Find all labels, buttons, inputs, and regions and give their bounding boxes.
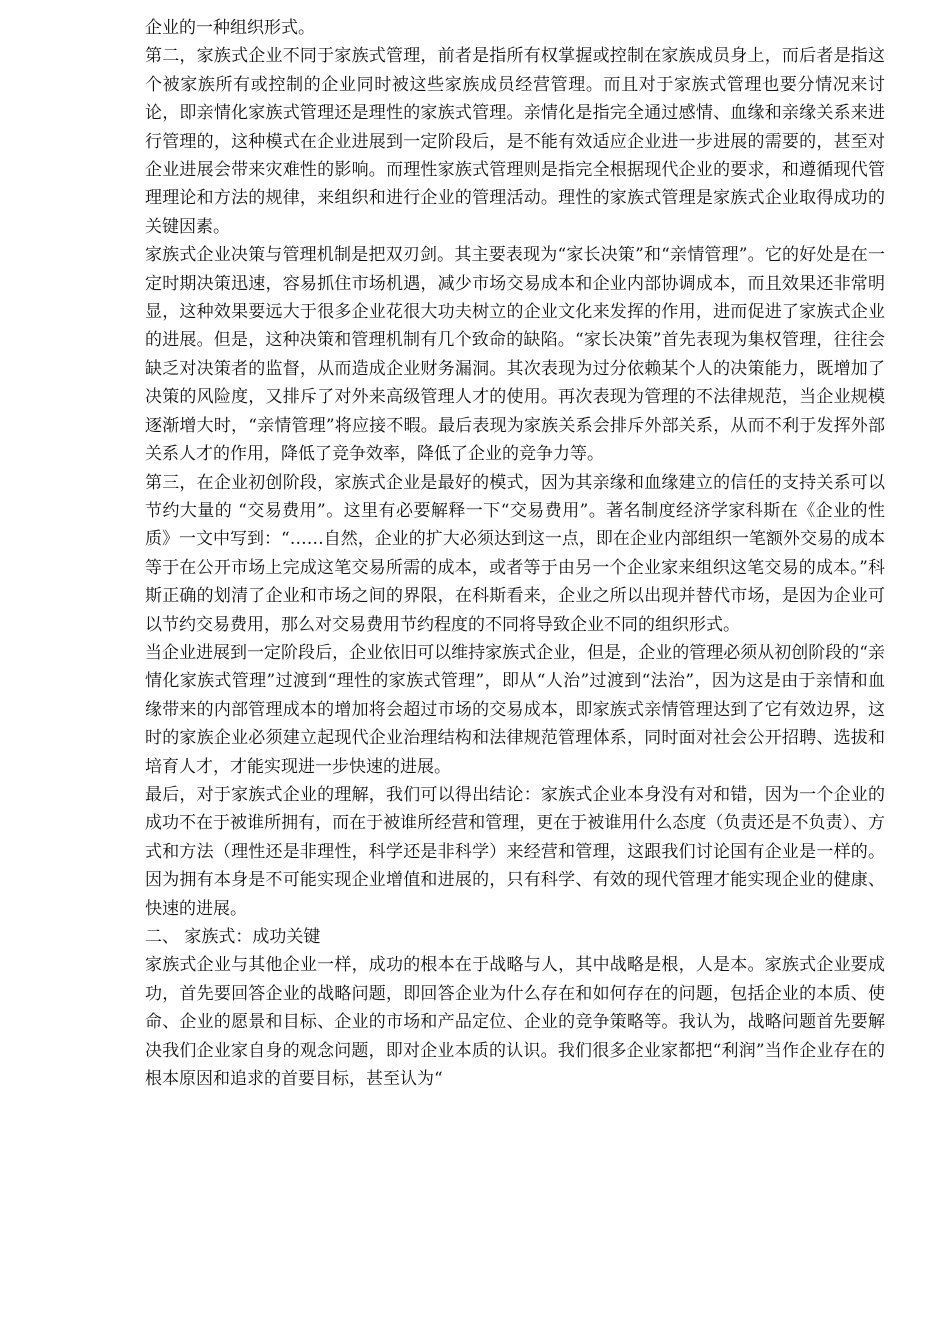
paragraph-conclusion: 最后，对于家族式企业的理解，我们可以得出结论：家族式企业本身没有对和错，因为一个企业的成功不在于被谁所拥有，而在于被谁所经营和管理，更在于被谁用什么态度（负责还是不负责）、方式和方法（理性还是非理性，科学还是非科学）来经营和管理，这跟我们讨论国有企业是一样的。因为拥有本身是不可能实现企业增值和进展的，只有科学、有效的现代管理才能实现企业的健康、快速的进展。: [145, 784, 885, 919]
paragraph-continuation: 企业的一种组织形式。: [145, 18, 315, 38]
document-body: [145, 14, 885, 1093]
paragraph-family-business-vs-management: 第二，家族式企业不同于家族式管理，前者是指所有权掌握或控制在家族成员身上，而后者是指这个被家族所有或控制的企业同时被这些家族成员经营管理。而且对于家族式管理也要分情况来讨论，即亲情化家族式管理还是理性的家族式管理。亲情化是指完全通过感情、血缘和亲缘关系来进行管理的，这种模式在企业进展到一定阶段后，是不能有效适应企业进一步进展的需要的，甚至对企业进展会带来灾难性的影响。而理性家族式管理则是指完全根据现代企业的要求，和遵循现代管理理论和方法的规律，来组织和进行企业的管理活动。理性的家族式管理是家族式企业取得成功的关键因素。: [145, 46, 885, 237]
paragraph-strategy-and-people: 家族式企业与其他企业一样，成功的根本在于战略与人，其中战略是根，人是本。家族式企业要成功，首先要回答企业的战略问题，即回答企业为什么存在和如何存在的问题，包括企业的本质、使命、企业的愿景和目标、企业的市场和产品定位、企业的竞争策略等。我认为，战略问题首先要解决我们企业家自身的观念问题，即对企业本质的认识。我们很多企业家都把“利润”当作企业存在的根本原因和追求的首要目标，甚至认为“: [145, 955, 885, 1090]
section-heading-success-key: 二、 家族式：成功关键: [145, 927, 321, 947]
paragraph-transition-to-rule-of-law: 当企业进展到一定阶段后，企业依旧可以维持家族式企业，但是，企业的管理必须从初创阶段的“亲情化家族式管理”过渡到“理性的家族式管理”，即从“人治”过渡到“法治”，因为这是由于亲情和血缘带来的内部管理成本的增加将会超过市场的交易成本，即家族式亲情管理达到了它有效边界，这时的家族企业必须建立起现代企业治理结构和法律规范管理体系，同时面对社会公开招聘、选拔和培育人才，才能实现进一步快速的进展。: [145, 642, 885, 777]
paragraph-transaction-cost: 第三，在企业初创阶段，家族式企业是最好的模式，因为其亲缘和血缘建立的信任的支持关系可以节约大量的 “交易费用”。这里有必要解释一下“交易费用”。著名制度经济学家科斯在《企业的性质》一文中写到：“……自然，企业的扩大必须达到这一点，即在企业内部组织一笔额外交易的成本等于在公开市场上完成这笔交易所需的成本，或者等于由另一个企业家来组织这笔交易的成本。”科斯正确的划清了企业和市场之间的界限，在科斯看来，企业之所以出现并替代市场，是因为企业可以节约交易费用，那么对交易费用节约程度的不同将导致企业不同的组织形式。: [145, 472, 885, 635]
paragraph-double-edged-sword: 家族式企业决策与管理机制是把双刃剑。其主要表现为“家长决策”和“亲情管理”。它的好处是在一定时期决策迅速，容易抓住市场机遇，减少市场交易成本和企业内部协调成本，而且效果还非常明显，这种效果要远大于很多企业花很大功夫树立的企业文化来发挥的作用，进而促进了家族式企业的进展。但是，这种决策和管理机制有几个致命的缺陷。“家长决策”首先表现为集权管理，往往会缺乏对决策者的监督，从而造成企业财务漏洞。其次表现为过分依赖某个人的决策能力，既增加了决策的风险度，又排斥了对外来高级管理人才的使用。再次表现为管理的不法律规范，当企业规模逐渐增大时，“亲情管理”将应接不暇。最后表现为家族关系会排斥外部关系，从而不利于发挥外部关系人才的作用，降低了竞争效率，降低了企业的竞争力等。: [145, 245, 885, 465]
